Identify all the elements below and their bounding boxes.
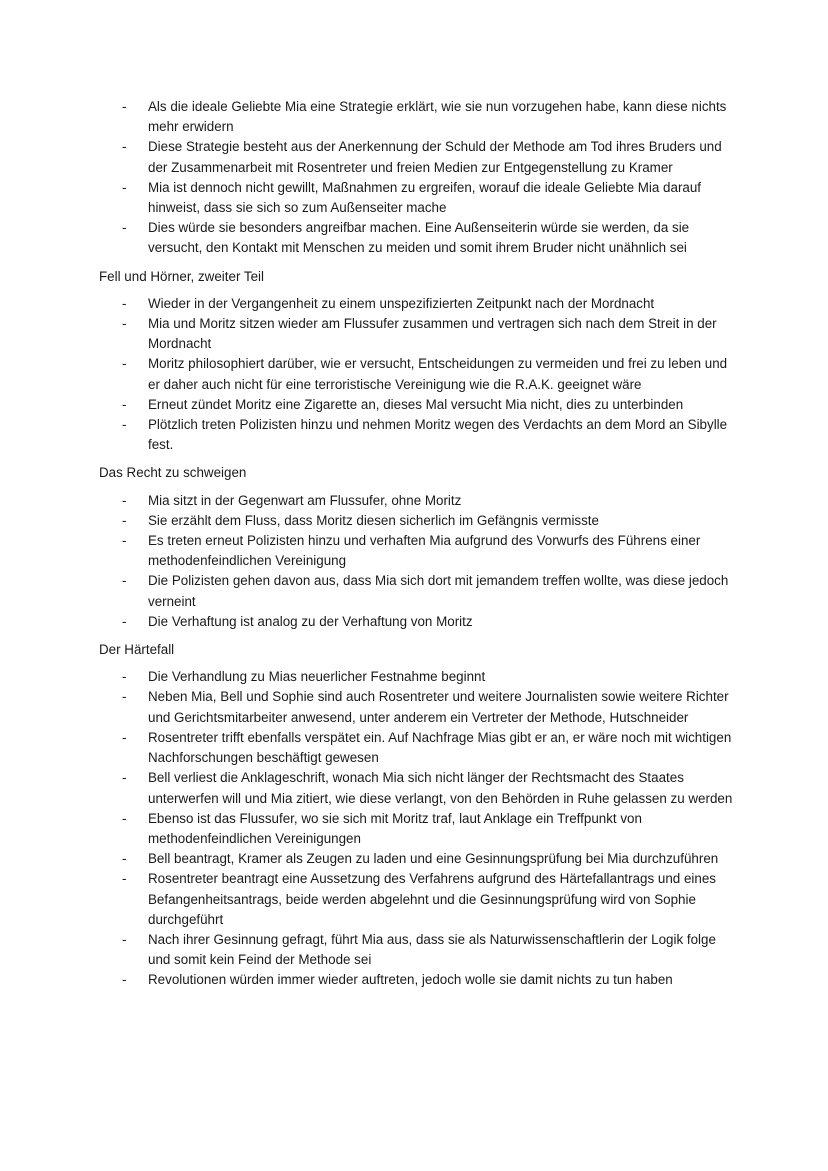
bullet-dash: - xyxy=(122,356,127,372)
list-item-text: Dies würde sie besonders angreifbar machen. Eine Außenseiterin würde sie werden, da sie versucht, den Kontakt mit Menschen zu meiden und somit ihrem Bruder nicht unähnlich sei xyxy=(148,220,690,256)
list-item-text: Ebenso ist das Flussufer, wo sie sich mit Moritz traf, laut Anklage ein Treffpunkt von methodenfeindlichen Vereinigungen xyxy=(148,810,642,846)
section-list xyxy=(99,667,734,990)
list-item-text: Es treten erneut Polizisten hinzu und verhaften Mia aufgrund des Vorwurfs des Führens einer methodenfeindlichen Vereinigung xyxy=(148,533,701,569)
bullet-dash: - xyxy=(122,139,127,155)
section-list xyxy=(99,491,734,632)
list-item-text: Mia sitzt in der Gegenwart am Flussufer, ohne Moritz xyxy=(148,492,462,508)
bullet-dash: - xyxy=(122,220,127,236)
section-haertefall xyxy=(99,640,734,990)
list-item-text: Moritz philosophiert darüber, wie er versucht, Entscheidungen zu vermeiden und frei zu leben und er daher auch nicht für eine terroristische Vereinigung wie die R.A.K. geeignet wäre xyxy=(148,356,728,392)
list-item-text: Sie erzählt dem Fluss, dass Moritz diesen sicherlich im Gefängnis vermisste xyxy=(148,512,599,528)
list-item xyxy=(99,768,734,808)
list-item-text: Die Verhandlung zu Mias neuerlicher Festnahme beginnt xyxy=(148,669,486,685)
list-item-text: Wieder in der Vergangenheit zu einem unspezifizierten Zeitpunkt nach der Mordnacht xyxy=(148,295,655,311)
bullet-dash: - xyxy=(122,689,127,705)
section-fell-und-hoerner xyxy=(99,267,734,456)
bullet-dash: - xyxy=(122,396,127,412)
list-item-text: Die Polizisten gehen davon aus, dass Mia sich dort mit jemandem treffen wollte, was diese jedoch verneint xyxy=(148,573,729,609)
list-item-text: Neben Mia, Bell und Sophie sind auch Rosentreter und weitere Journalisten sowie weitere Richter und Gerichtsmitarbeiter anwesend, unter anderem ein Vertreter der Methode, Hutschneider xyxy=(148,689,729,725)
bullet-dash: - xyxy=(122,729,127,745)
section-heading: Fell und Hörner, zweiter Teil xyxy=(99,268,264,284)
list-item-text: Die Verhaftung ist analog zu der Verhaftung von Moritz xyxy=(148,613,473,629)
list-item-text: Rosentreter beantragt eine Aussetzung des Verfahrens aufgrund des Härtefallantrags und eines Befangenheitsantrags, beide werden abgelehnt und die Gesinnungsprüfung wird von Sophie durchgeführt xyxy=(148,871,716,927)
list-item xyxy=(99,354,734,394)
bullet-dash: - xyxy=(122,871,127,887)
bullet-dash: - xyxy=(122,533,127,549)
list-item-text: Bell verliest die Anklageschrift, wonach Mia sich nicht länger der Rechtsmacht des Staates unterwerfen will und Mia zitiert, wie diese verlangt, von den Behörden in Ruhe gelassen zu werden xyxy=(148,770,733,806)
section-heading: Der Härtefall xyxy=(99,642,175,658)
list-item xyxy=(99,218,734,258)
bullet-dash: - xyxy=(122,851,127,867)
bullet-dash: - xyxy=(122,972,127,988)
list-item xyxy=(99,869,734,930)
section-recht-zu-schweigen xyxy=(99,463,734,632)
list-item xyxy=(99,491,734,511)
list-item xyxy=(99,178,734,218)
bullet-dash: - xyxy=(122,613,127,629)
list-item-text: Bell beantragt, Kramer als Zeugen zu laden und eine Gesinnungsprüfung bei Mia durchzuführen xyxy=(148,851,719,867)
list-item-text: Nach ihrer Gesinnung gefragt, führt Mia aus, dass sie als Naturwissenschaftlerin der Logik folge und somit kein Feind der Methode sei xyxy=(148,931,716,968)
list-item-text: Erneut zündet Moritz eine Zigarette an, dieses Mal versucht Mia nicht, dies zu unterbinden xyxy=(148,396,684,412)
list-item xyxy=(99,294,734,314)
list-item xyxy=(99,970,734,990)
list-item xyxy=(99,930,734,970)
list-item xyxy=(99,314,734,354)
list-item-text: Revolutionen würden immer wieder auftreten, jedoch wolle sie damit nichts zu tun haben xyxy=(148,972,673,988)
bullet-dash: - xyxy=(122,417,127,433)
list-item xyxy=(99,571,734,611)
list-item xyxy=(99,849,734,869)
section-heading: Das Recht zu schweigen xyxy=(99,465,247,481)
section-list xyxy=(99,294,734,456)
list-item xyxy=(99,728,734,768)
bullet-dash: - xyxy=(122,573,127,589)
intro-list xyxy=(99,97,734,259)
bullet-dash: - xyxy=(122,669,127,685)
bullet-dash: - xyxy=(122,512,127,528)
list-item xyxy=(99,395,734,415)
bullet-dash: - xyxy=(122,179,127,195)
document-content xyxy=(99,97,734,991)
bullet-dash: - xyxy=(122,492,127,508)
bullet-dash: - xyxy=(122,316,127,332)
bullet-dash: - xyxy=(122,99,127,114)
list-item xyxy=(99,511,734,531)
list-item-text: Als die ideale Geliebte Mia eine Strategie erklärt, wie sie nun vorzugehen habe, kann diese nichts mehr erwidern xyxy=(148,99,727,135)
list-item-text: Plötzlich treten Polizisten hinzu und nehmen Moritz wegen des Verdachts an dem Mord an Sibylle fest. xyxy=(148,417,728,453)
list-item-text: Rosentreter trifft ebenfalls verspätet ein. Auf Nachfrage Mias gibt er an, er wäre noch mit wichtigen Nachforschungen beschäftigt gewesen xyxy=(148,729,732,766)
list-item-text: Mia ist dennoch nicht gewillt, Maßnahmen zu ergreifen, worauf die ideale Geliebte Mia darauf hinweist, dass sie sich so zum Außenseiter mache xyxy=(148,179,702,216)
list-item xyxy=(99,809,734,849)
list-item xyxy=(99,667,734,687)
list-item xyxy=(99,137,734,177)
bullet-dash: - xyxy=(122,295,127,311)
bullet-dash: - xyxy=(122,770,127,786)
list-item-text: Diese Strategie besteht aus der Anerkennung der Schuld der Methode am Tod ihres Bruders und der Zusammenarbeit mit Rosentreter und freien Medien zur Entgegenstellung zu Kramer xyxy=(148,139,722,175)
list-item xyxy=(99,531,734,571)
list-item-text: Mia und Moritz sitzen wieder am Flussufer zusammen und vertragen sich nach dem Streit in der Mordnacht xyxy=(148,316,717,352)
list-item xyxy=(99,612,734,632)
bullet-dash: - xyxy=(122,931,127,947)
list-item xyxy=(99,415,734,455)
bullet-dash: - xyxy=(122,810,127,826)
list-item xyxy=(99,97,734,137)
list-item xyxy=(99,687,734,727)
